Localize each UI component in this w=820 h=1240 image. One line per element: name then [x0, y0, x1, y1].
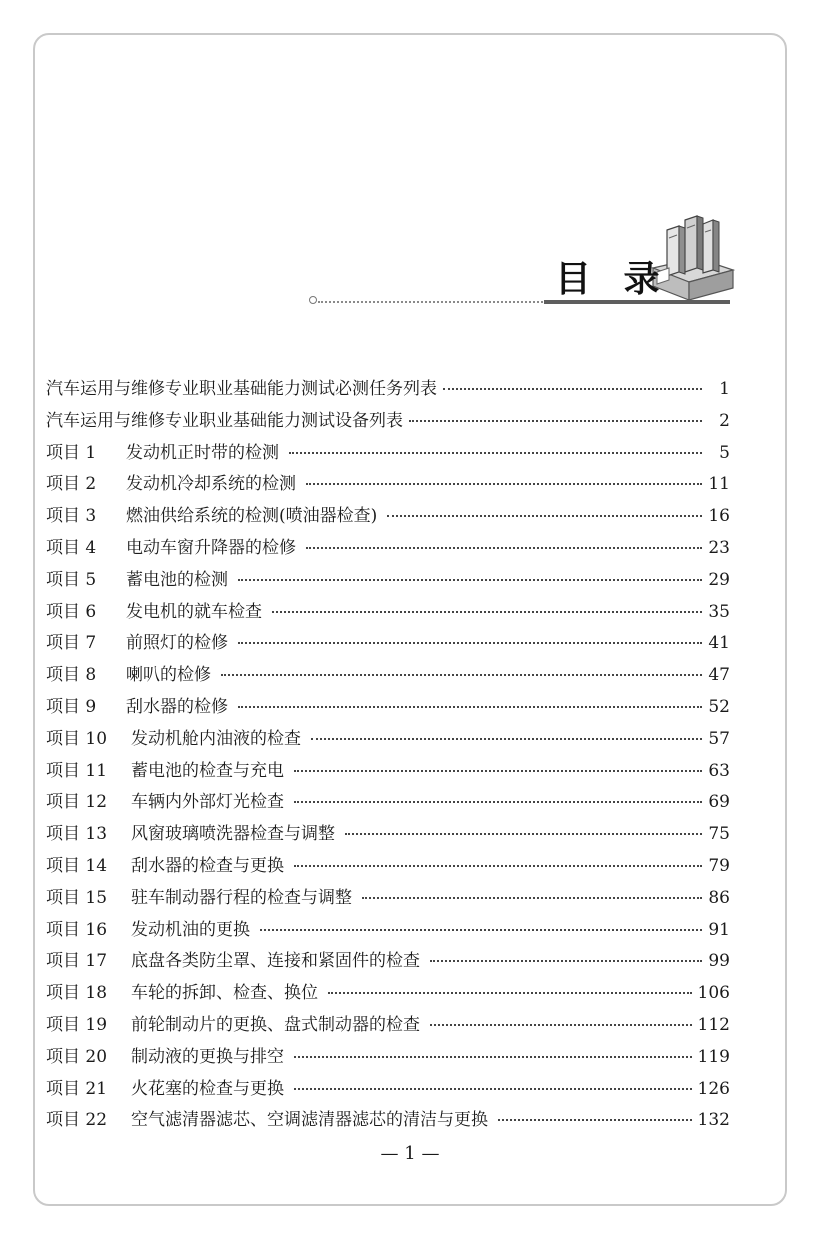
toc-entry-title: 前照灯的检修: [126, 633, 228, 654]
toc-row[interactable]: [46, 787, 730, 819]
toc-page-number: 126: [697, 1078, 730, 1099]
toc-entry-label: 项目 20: [46, 1046, 108, 1067]
toc-entry-title: 发动机冷却系统的检测: [126, 474, 296, 495]
toc-entry-label: 项目 12: [46, 792, 108, 813]
toc-entry-title: 刮水器的检查与更换: [131, 855, 284, 876]
toc-entry-label: 项目 16: [46, 919, 108, 940]
toc-page-number: 112: [697, 1014, 730, 1035]
toc-row[interactable]: [46, 1105, 730, 1137]
toc-entry-title: 汽车运用与维修专业职业基础能力测试设备列表: [46, 410, 403, 431]
toc-leader: [306, 546, 702, 549]
toc-leader: [430, 1023, 692, 1026]
toc-leader: [272, 610, 702, 613]
toc-page-number: 35: [708, 601, 730, 622]
toc-entry-title: 制动液的更换与排空: [131, 1046, 284, 1067]
toc-page-number: 11: [708, 474, 730, 495]
toc-page-number: 91: [708, 919, 730, 940]
toc-leader: [294, 864, 702, 867]
toc-leader: [260, 928, 702, 931]
toc-page-number: 75: [708, 824, 730, 845]
toc-entry-label: 项目 9: [46, 696, 97, 717]
toc-row[interactable]: [46, 469, 730, 501]
toc-page-number: 41: [708, 633, 730, 654]
toc-page-number: 79: [708, 855, 730, 876]
toc-leader: [294, 1087, 692, 1090]
toc-leader: [498, 1118, 692, 1121]
toc-entry-label: 项目 18: [46, 983, 108, 1004]
title-rule-dots: [318, 301, 554, 303]
toc-leader: [311, 737, 702, 740]
toc-entry-title: 风窗玻璃喷洗器检查与调整: [131, 824, 335, 845]
toc-entry-label: 项目 10: [46, 728, 108, 749]
toc-leader: [387, 514, 702, 517]
toc-entry-title: 喇叭的检修: [126, 665, 211, 686]
toc-leader: [238, 641, 702, 644]
toc-leader: [238, 705, 702, 708]
toc-row[interactable]: [46, 406, 730, 438]
toc-entry-title: 发动机油的更换: [131, 919, 250, 940]
toc-entry-title: 底盘各类防尘罩、连接和紧固件的检查: [131, 951, 420, 972]
toc-row[interactable]: [46, 1074, 730, 1106]
toc-page-number: 132: [697, 1110, 730, 1131]
toc-row[interactable]: [46, 915, 730, 947]
toc-entry-title: 燃油供给系统的检测(喷油器检查): [126, 506, 378, 527]
toc-leader: [409, 419, 702, 422]
toc-page-number: 99: [708, 951, 730, 972]
toc-page-number: 106: [697, 983, 730, 1004]
toc-page-number: 52: [708, 696, 730, 717]
toc-entry-label: 项目 8: [46, 665, 97, 686]
toc-page-number: 29: [708, 569, 730, 590]
toc-page-number: 5: [719, 442, 730, 463]
toc-entry-label: 项目 6: [46, 601, 97, 622]
toc-row[interactable]: [46, 438, 730, 470]
toc-entry-title: 空气滤清器滤芯、空调滤清器滤芯的清洁与更换: [131, 1110, 488, 1131]
toc-row[interactable]: [46, 1010, 730, 1042]
toc-row[interactable]: [46, 533, 730, 565]
toc-page-number: 86: [708, 887, 730, 908]
toc-leader: [306, 482, 702, 485]
toc-entry-label: 项目 2: [46, 474, 97, 495]
toc-entry-title: 前轮制动片的更换、盘式制动器的检查: [131, 1014, 420, 1035]
toc-row[interactable]: [46, 946, 730, 978]
toc-leader: [328, 991, 692, 994]
toc-entry-label: 项目 7: [46, 633, 97, 654]
toc-row[interactable]: [46, 724, 730, 756]
toc-entry-title: 发电机的就车检查: [126, 601, 262, 622]
toc-row[interactable]: [46, 756, 730, 788]
toc-leader: [362, 896, 702, 899]
toc-row[interactable]: [46, 1042, 730, 1074]
toc-entry-label: 项目 17: [46, 951, 108, 972]
toc-row[interactable]: [46, 565, 730, 597]
toc-entry-title: 汽车运用与维修专业职业基础能力测试必测任务列表: [46, 379, 437, 399]
toc-entry-label: 项目 4: [46, 537, 97, 558]
toc-entry-label: 项目 1: [46, 442, 97, 463]
toc-leader: [294, 800, 702, 803]
toc-entry-title: 发动机舱内油液的检查: [131, 728, 301, 749]
toc-entry-title: 刮水器的检修: [126, 696, 228, 717]
toc-row[interactable]: [46, 819, 730, 851]
toc-entry-label: 项目 15: [46, 887, 108, 908]
toc-entry-label: 项目 19: [46, 1014, 108, 1035]
toc-entry-label: 项目 11: [46, 760, 108, 781]
toc-row[interactable]: [46, 883, 730, 915]
toc-page-number: 57: [708, 728, 730, 749]
toc-entry-title: 车辆内外部灯光检查: [131, 792, 284, 813]
toc-leader: [443, 387, 702, 390]
toc-entry-title: 驻车制动器行程的检查与调整: [131, 887, 352, 908]
page-title: 目 录: [555, 259, 670, 300]
toc-entry-title: 蓄电池的检查与充电: [131, 760, 284, 781]
toc-leader: [345, 832, 702, 835]
toc-leader: [289, 451, 702, 454]
toc-page-number: 2: [719, 410, 730, 431]
toc-row[interactable]: [46, 628, 730, 660]
toc-row[interactable]: [46, 851, 730, 883]
title-rule-circle: [309, 296, 317, 304]
toc-page-number: 119: [697, 1046, 730, 1067]
toc-entry-title: 发动机正时带的检测: [126, 442, 279, 463]
title-rule-bar: [544, 300, 730, 304]
page-number: — 1 —: [380, 1143, 440, 1164]
toc-entry-label: 项目 3: [46, 506, 97, 527]
toc-entry-label: 项目 22: [46, 1110, 108, 1131]
toc-entry-label: 项目 21: [46, 1078, 108, 1099]
toc-row[interactable]: [46, 978, 730, 1010]
toc-entry-label: 项目 14: [46, 855, 108, 876]
toc-leader: [238, 578, 702, 581]
toc-page-number: 23: [708, 537, 730, 558]
toc-row[interactable]: [46, 692, 730, 724]
toc-page-number: 16: [708, 506, 730, 527]
toc-leader: [221, 673, 702, 676]
toc-entry-title: 火花塞的检查与更换: [131, 1078, 284, 1099]
toc-leader: [430, 959, 702, 962]
toc-page-number: 63: [708, 760, 730, 781]
toc-entry-label: 项目 5: [46, 569, 97, 590]
toc-row[interactable]: [46, 501, 730, 533]
toc-row[interactable]: [46, 374, 730, 406]
toc-entry-label: 项目 13: [46, 824, 108, 845]
title-area: [0, 0, 820, 340]
toc-entry-title: 电动车窗升降器的检修: [126, 537, 296, 558]
toc-page-number: 69: [708, 792, 730, 813]
toc-page-number: 1: [719, 379, 730, 399]
toc-page-number: 47: [708, 665, 730, 686]
toc-entry-title: 车轮的拆卸、检查、换位: [131, 983, 318, 1004]
toc-leader: [294, 769, 702, 772]
toc-entry-title: 蓄电池的检测: [126, 569, 228, 590]
toc-row[interactable]: [46, 597, 730, 629]
toc-leader: [294, 1055, 692, 1058]
toc-row[interactable]: [46, 660, 730, 692]
toc-list: [46, 374, 730, 1137]
